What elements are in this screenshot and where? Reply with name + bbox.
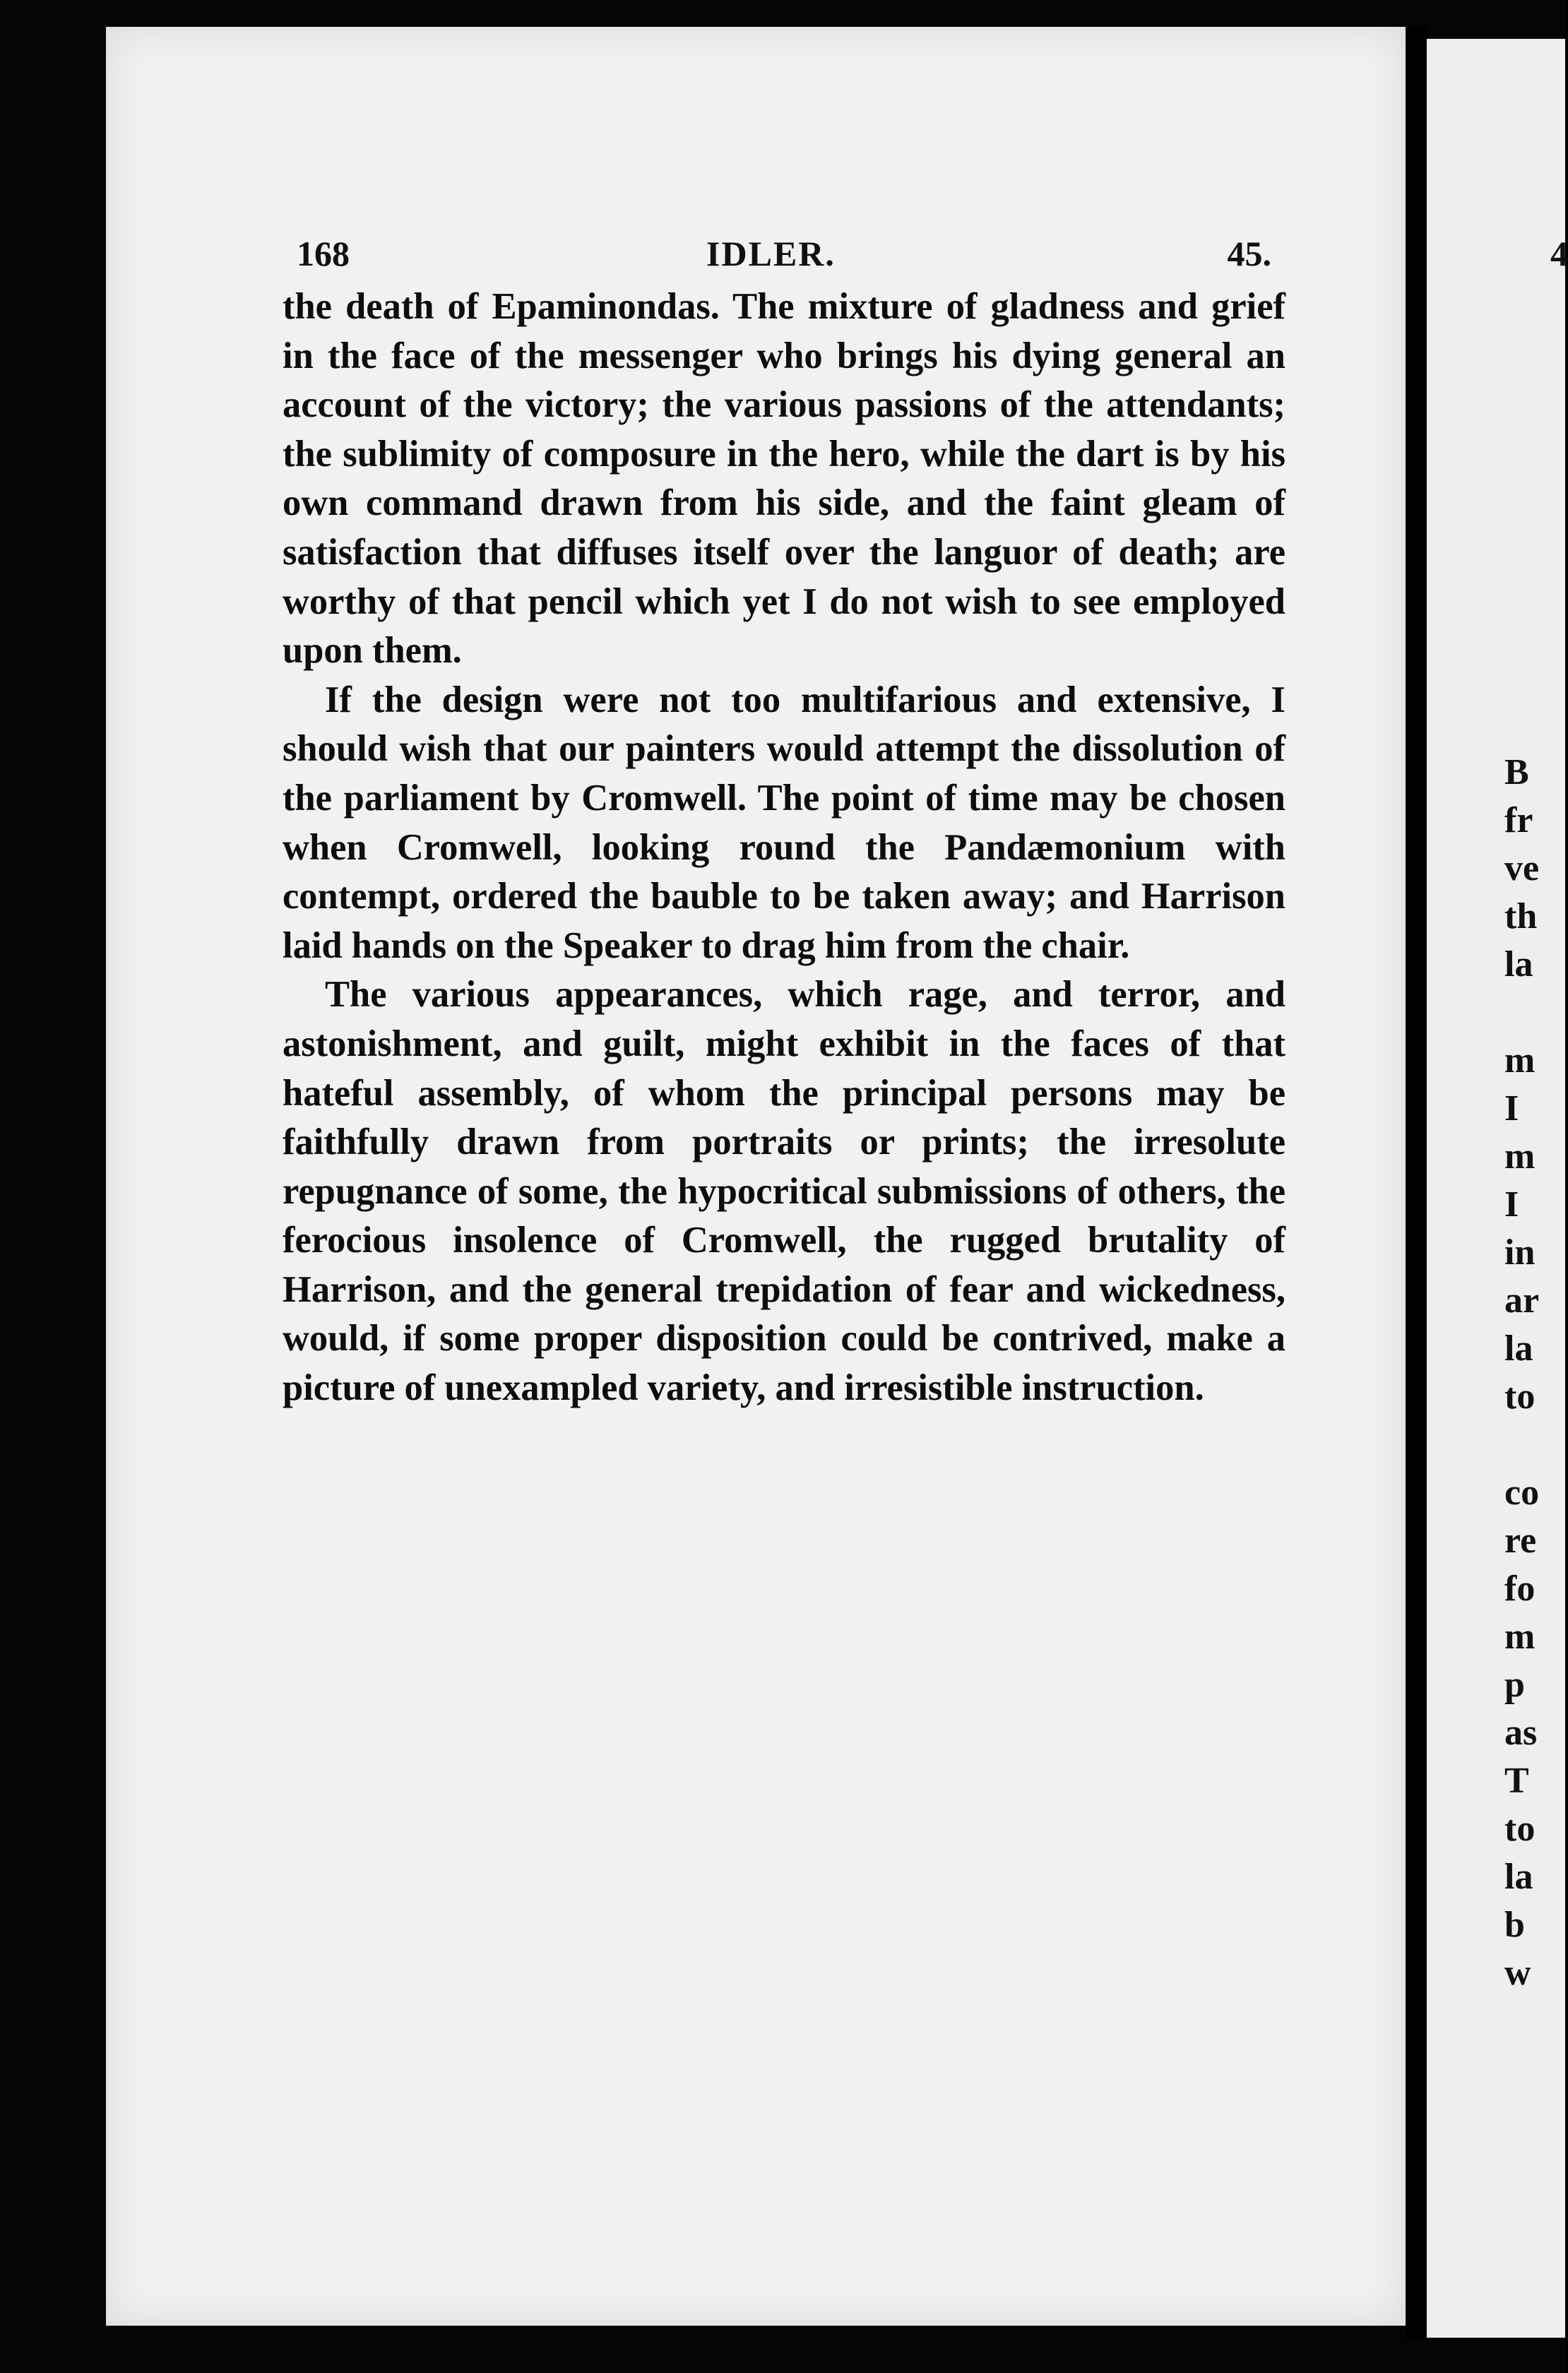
essay-number: 45. [1227, 234, 1271, 273]
page-number: 168 [297, 234, 350, 273]
paragraph-3: The various appearances, which rage, and terror, and astonishment, and guilt, might exhibit in the faces of that hateful assembly, of whom the principal persons may be faithfully drawn from portraits or prints; the irresolute repugnance of some, the hypocritical submissions of others, the ferocious insolence of Cromwell, the rugged brutality of Harrison, and the general trepidation of fear and wickedness, would, if some proper disposition could be contrived, make a picture of unexampled variety, and irresistible instruction. [283, 974, 1285, 1409]
facing-line: fr [1504, 800, 1533, 840]
facing-line: co [1504, 1473, 1540, 1513]
facing-line: la [1504, 1328, 1533, 1369]
paragraph-2: If the design were not too multifarious and extensive, I should wish that our painters would attempt the dissolution of the parliament by Cromwell. The point of time may be chosen when Cromwell, looking round the Pandæmonium with contempt, ordered the bauble to be taken away; and Harrison laid hands on the Speaker to drag him from the chair. [283, 679, 1285, 966]
facing-line: w [1504, 1953, 1531, 1993]
facing-line: m [1504, 1136, 1536, 1177]
facing-line [1504, 1421, 1565, 1469]
facing-line: re [1504, 1521, 1537, 1561]
facing-line: ve [1504, 848, 1540, 888]
facing-line: fo [1504, 1569, 1536, 1609]
facing-line: T [1504, 1761, 1529, 1801]
facing-line: p [1504, 1665, 1525, 1705]
facing-line: as [1504, 1713, 1538, 1753]
facing-line: b [1504, 1905, 1525, 1945]
facing-line: to [1504, 1809, 1536, 1849]
running-head [297, 233, 1285, 290]
facing-line: ar [1504, 1280, 1540, 1321]
body-text [283, 282, 1285, 1413]
facing-page-text-fragments [1504, 749, 1565, 1997]
facing-line: in [1504, 1232, 1536, 1273]
facing-line: la [1504, 1857, 1533, 1897]
facing-line: I [1504, 1088, 1519, 1129]
paragraph-1: the death of Epaminondas. The mixture of gladness and grief in the face of the messenger who brings his dying general an account of the victory; the various passions of the attendants; the sublimity of composure in the hero, while the dart is by his own command drawn from his side, and the faint gleam of satisfaction that diffuses itself over the languor of death; are worthy of that pencil which yet I do not wish to see employed upon them. [283, 286, 1285, 672]
running-title: IDLER. [706, 234, 836, 273]
facing-line: m [1504, 1617, 1536, 1657]
facing-line: to [1504, 1376, 1536, 1417]
facing-line: m [1504, 1040, 1536, 1081]
facing-line: I [1504, 1184, 1519, 1225]
facing-page-head-fragment: 4 [1550, 234, 1568, 273]
book-gutter [1406, 27, 1427, 2340]
facing-line: la [1504, 944, 1533, 985]
facing-line: B [1504, 752, 1529, 792]
facing-line: th [1504, 896, 1538, 936]
facing-line [1504, 989, 1565, 1037]
